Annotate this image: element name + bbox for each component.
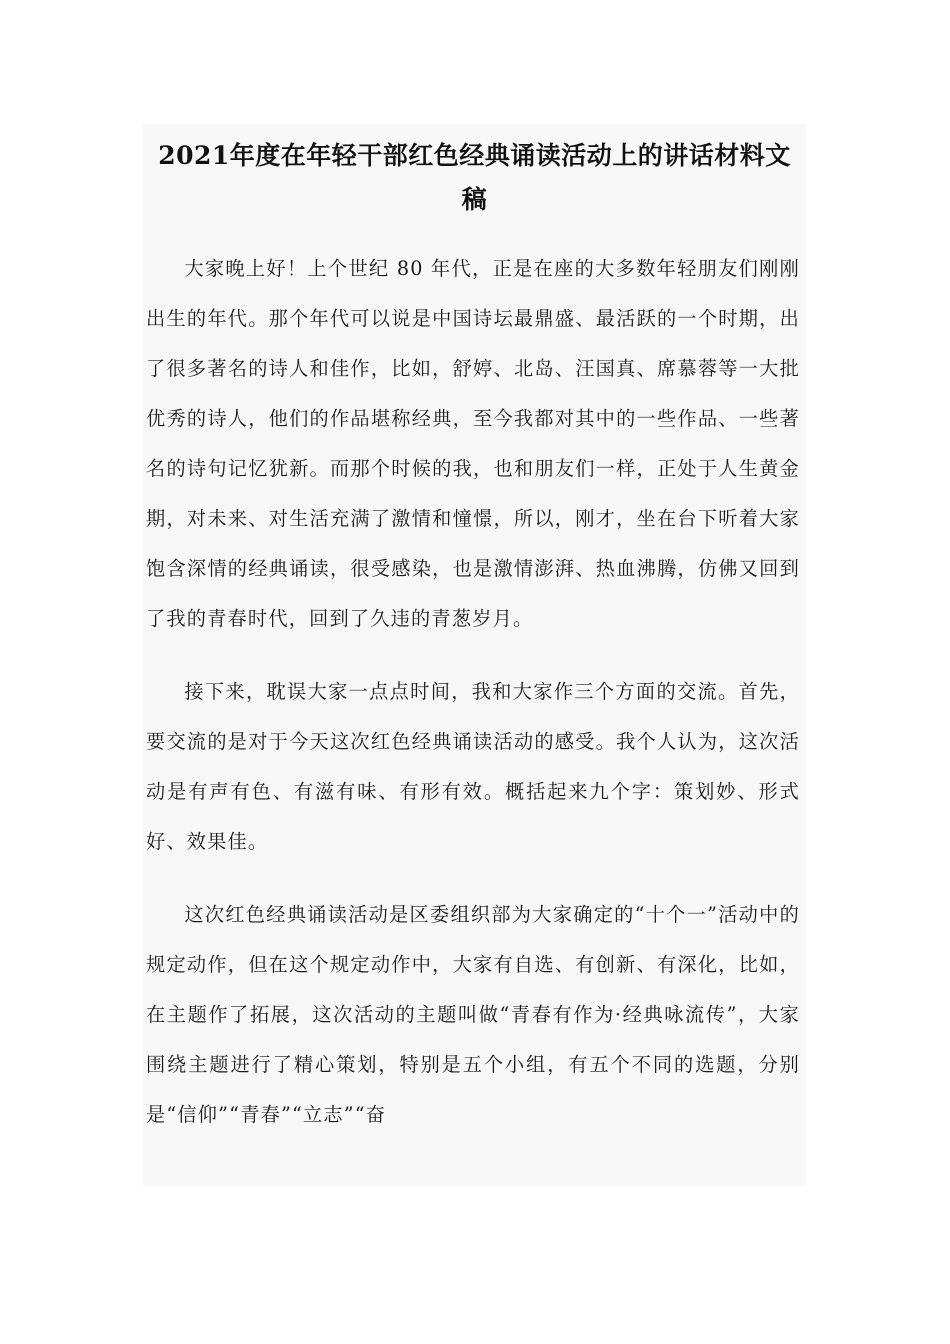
document-page [143,124,806,1186]
document-title: 2021年度在年轻干部红色经典诵读活动上的讲话材料文稿 [158,141,791,214]
paragraph-greeting: 大家晚上好！上个世纪 80 年代，正是在座的大多数年轻朋友们刚刚出生的年代。那个年代可以说是中国诗坛最鼎盛、最活跃的一个时期，出了很多著名的诗人和佳作，比如，舒婷、北岛、汪国真、席慕蓉等一大批优秀的诗人，他们的作品堪称经典，至今我都对其中的一些作品、一些著名的诗句记忆犹新。而那个时候的我，也和朋友们一样，正处于人生黄金期，对未来、对生活充满了激情和憧憬，所以，刚才，坐在台下听着大家饱含深情的经典诵读，很受感染，也是激情澎湃、热血沸腾，仿佛又回到了我的青春时代，回到了久违的青葱岁月。 [146,257,800,630]
document-body [143,222,806,1140]
paragraph-activity: 这次红色经典诵读活动是区委组织部为大家确定的“十个一”活动中的规定动作，但在这个规定动作中，大家有自选、有创新、有深化，比如，在主题作了拓展，这次活动的主题叫做“青春有作为·经典咏流传”，大家围绕主题进行了精心策划，特别是五个小组，有五个不同的选题，分别是“信仰”“青春”“立志”“奋 [146,903,800,1126]
paragraph-exchange: 接下来，耽误大家一点点时间，我和大家作三个方面的交流。首先，要交流的是对于今天这次红色经典诵读活动的感受。我个人认为，这次活动是有声有色、有滋有味、有形有效。概括起来九个字：策划妙、形式好、效果佳。 [146,680,800,853]
